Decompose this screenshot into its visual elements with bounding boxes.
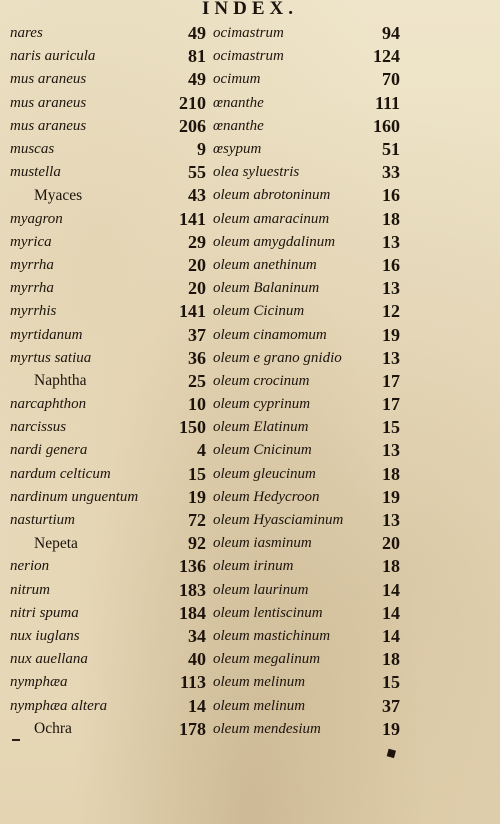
index-entry xyxy=(213,370,400,393)
page-number: 92 xyxy=(188,533,206,554)
page-number: 206 xyxy=(179,115,206,136)
index-term: myrica xyxy=(10,233,52,250)
page-number: 124 xyxy=(373,46,400,67)
index-entry xyxy=(213,463,400,486)
index-term: oleum Hyasciaminum xyxy=(213,512,344,529)
index-entry xyxy=(213,254,400,277)
index-term: nares xyxy=(10,25,43,42)
index-term: oleum melinum xyxy=(213,674,306,691)
index-entry xyxy=(213,231,400,254)
index-entry xyxy=(213,416,400,439)
index-entry xyxy=(213,486,400,509)
index-term: myrtidanum xyxy=(10,326,83,343)
page-header: INDEX. xyxy=(202,0,298,19)
index-entry xyxy=(10,579,206,602)
index-term: nasturtium xyxy=(10,512,76,529)
index-entry xyxy=(213,138,400,161)
page-number: 40 xyxy=(188,649,206,670)
index-term: Myaces xyxy=(34,186,83,204)
index-entry xyxy=(213,393,400,416)
index-term: Naphtha xyxy=(34,372,87,390)
page-number: 19 xyxy=(382,718,400,739)
index-term: oleum e grano gnidio xyxy=(213,349,342,366)
page-number: 19 xyxy=(382,486,400,507)
index-term: Nepeta xyxy=(34,534,78,552)
page-number: 111 xyxy=(374,92,400,113)
index-term: myrrha xyxy=(10,256,54,273)
index-entry xyxy=(10,625,206,648)
ink-mark: ◆ xyxy=(382,744,400,763)
index-term: oleum Balaninum xyxy=(213,280,320,297)
index-entry xyxy=(10,347,206,370)
index-entry xyxy=(10,694,206,717)
page-number: 49 xyxy=(188,69,206,90)
index-entry xyxy=(10,718,206,741)
index-term: narcissus xyxy=(10,419,67,436)
index-term: nymphæa altera xyxy=(10,697,108,714)
index-entry xyxy=(213,115,400,138)
page-number: 184 xyxy=(179,602,206,623)
index-entry xyxy=(213,277,400,300)
page-number: 113 xyxy=(179,672,206,693)
index-entry xyxy=(213,208,400,231)
index-term: œnanthe xyxy=(213,117,264,134)
index-entry xyxy=(10,208,206,231)
index-term: naris auricula xyxy=(10,48,96,65)
page-number: 178 xyxy=(179,718,206,739)
page-number: 14 xyxy=(382,579,400,600)
margin-dash xyxy=(12,739,20,741)
page-number: 55 xyxy=(188,162,206,183)
index-entry xyxy=(213,625,400,648)
page-number: 9 xyxy=(197,139,206,160)
index-term: oleum lentiscinum xyxy=(213,604,323,621)
page-number: 13 xyxy=(382,440,400,461)
page-number: 17 xyxy=(382,370,400,391)
page-number: 33 xyxy=(382,162,400,183)
index-term: nux auellana xyxy=(10,651,88,668)
index-term: nardum celticum xyxy=(10,465,111,482)
index-term: oleum cinamomum xyxy=(213,326,327,343)
index-term: ocimum xyxy=(213,71,261,88)
index-entry xyxy=(10,370,206,393)
page-number: 81 xyxy=(188,46,206,67)
index-entry xyxy=(213,22,400,45)
index-term: nitri spuma xyxy=(10,604,79,621)
page-number: 16 xyxy=(382,185,400,206)
index-entry xyxy=(10,277,206,300)
index-term: olea syluestris xyxy=(213,164,300,181)
index-term: myrtus satiua xyxy=(10,349,92,366)
index-entry xyxy=(213,509,400,532)
page-number: 4 xyxy=(197,440,206,461)
index-entry xyxy=(213,323,400,346)
index-term: oleum Cicinum xyxy=(213,303,305,320)
index-term: oleum Cnicinum xyxy=(213,442,312,459)
index-column-right xyxy=(213,22,400,741)
index-term: œnanthe xyxy=(213,94,264,111)
index-entry xyxy=(10,22,206,45)
index-term: oleum amygdalinum xyxy=(213,233,336,250)
index-entry xyxy=(10,439,206,462)
index-term: oleum anethinum xyxy=(213,256,317,273)
index-entry xyxy=(10,463,206,486)
page-number: 72 xyxy=(188,510,206,531)
index-entry xyxy=(10,45,206,68)
page-number: 18 xyxy=(382,556,400,577)
index-entry xyxy=(213,161,400,184)
index-entry xyxy=(10,115,206,138)
index-entry xyxy=(213,718,400,741)
index-term: œsypum xyxy=(213,141,262,158)
index-term: ocimastrum xyxy=(213,48,284,65)
index-entry xyxy=(213,347,400,370)
page-number: 15 xyxy=(382,417,400,438)
page-number: 14 xyxy=(188,695,206,716)
page-number: 14 xyxy=(382,602,400,623)
index-term: oleum cyprinum xyxy=(213,396,311,413)
index-term: nardi genera xyxy=(10,442,88,459)
index-entry xyxy=(10,300,206,323)
page-number: 19 xyxy=(382,324,400,345)
index-entry xyxy=(10,486,206,509)
index-entry xyxy=(213,602,400,625)
page-number: 51 xyxy=(382,139,400,160)
index-entry xyxy=(213,184,400,207)
index-term: nitrum xyxy=(10,581,51,598)
index-entry xyxy=(10,393,206,416)
index-entry xyxy=(10,184,206,207)
page-number: 37 xyxy=(188,324,206,345)
page-number: 150 xyxy=(179,417,206,438)
index-term: oleum mastichinum xyxy=(213,627,331,644)
page-number: 34 xyxy=(188,625,206,646)
index-term: mus araneus xyxy=(10,94,87,111)
index-entry xyxy=(10,555,206,578)
page-number: 17 xyxy=(382,394,400,415)
index-term: nerion xyxy=(10,558,50,575)
index-term: mus araneus xyxy=(10,117,87,134)
index-entry xyxy=(213,579,400,602)
index-entry xyxy=(10,68,206,91)
index-entry xyxy=(213,648,400,671)
page-number: 20 xyxy=(188,278,206,299)
index-entry xyxy=(213,671,400,694)
index-entry xyxy=(213,300,400,323)
page-number: 18 xyxy=(382,649,400,670)
index-term: oleum crocinum xyxy=(213,372,310,389)
page-number: 20 xyxy=(382,533,400,554)
index-term: Ochra xyxy=(34,720,72,738)
page-number: 160 xyxy=(373,115,400,136)
page-number: 14 xyxy=(382,625,400,646)
page-number: 20 xyxy=(188,254,206,275)
index-entry xyxy=(10,416,206,439)
page-number: 49 xyxy=(188,23,206,44)
index-term: myrrha xyxy=(10,280,54,297)
index-term: ocimastrum xyxy=(213,25,284,42)
index-entry xyxy=(10,323,206,346)
index-entry xyxy=(10,138,206,161)
index-entry xyxy=(10,254,206,277)
index-term: oleum irinum xyxy=(213,558,294,575)
index-entry xyxy=(10,671,206,694)
page-number: 36 xyxy=(188,347,206,368)
index-term: myagron xyxy=(10,210,63,227)
page-number: 13 xyxy=(382,278,400,299)
page-number: 15 xyxy=(188,463,206,484)
index-entry xyxy=(10,161,206,184)
page-number: 13 xyxy=(382,231,400,252)
index-term: oleum Hedycroon xyxy=(213,488,320,505)
page-number: 94 xyxy=(382,23,400,44)
index-term: mus araneus xyxy=(10,71,87,88)
index-term: oleum melinum xyxy=(213,697,306,714)
index-entry xyxy=(10,92,206,115)
index-entry xyxy=(213,694,400,717)
page-number: 12 xyxy=(382,301,400,322)
page-number: 16 xyxy=(382,254,400,275)
index-entry xyxy=(213,555,400,578)
index-term: oleum megalinum xyxy=(213,651,321,668)
page-number: 43 xyxy=(188,185,206,206)
index-entry xyxy=(10,231,206,254)
page-number: 141 xyxy=(179,301,206,322)
index-entry xyxy=(10,509,206,532)
page-number: 18 xyxy=(382,463,400,484)
page-number: 29 xyxy=(188,231,206,252)
index-term: nymphæa xyxy=(10,674,68,691)
page-number: 210 xyxy=(179,92,206,113)
page-number: 70 xyxy=(382,69,400,90)
index-entry xyxy=(10,648,206,671)
page-number: 13 xyxy=(382,510,400,531)
page-number: 10 xyxy=(188,394,206,415)
index-entry xyxy=(10,532,206,555)
index-entry xyxy=(10,602,206,625)
page-number: 25 xyxy=(188,370,206,391)
page-number: 136 xyxy=(179,556,206,577)
index-term: oleum Elatinum xyxy=(213,419,309,436)
index-column-left xyxy=(10,22,206,741)
index-term: myrrhis xyxy=(10,303,57,320)
index-entry xyxy=(213,92,400,115)
index-term: muscas xyxy=(10,141,55,158)
index-entry xyxy=(213,532,400,555)
page-number: 19 xyxy=(188,486,206,507)
page-number: 18 xyxy=(382,208,400,229)
index-term: mustella xyxy=(10,164,61,181)
index-term: nardinum unguentum xyxy=(10,488,139,505)
index-entry xyxy=(213,439,400,462)
index-entry xyxy=(213,68,400,91)
page-number: 37 xyxy=(382,695,400,716)
index-entry xyxy=(213,45,400,68)
index-term: oleum mendesium xyxy=(213,720,321,737)
index-term: oleum amaracinum xyxy=(213,210,330,227)
index-term: oleum iasminum xyxy=(213,535,312,552)
page-number: 141 xyxy=(179,208,206,229)
index-term: oleum laurinum xyxy=(213,581,309,598)
page-number: 15 xyxy=(382,672,400,693)
index-term: narcaphthon xyxy=(10,396,87,413)
index-term: nux iuglans xyxy=(10,627,80,644)
index-term: oleum abrotoninum xyxy=(213,187,331,204)
index-term: oleum gleucinum xyxy=(213,465,316,482)
page-number: 13 xyxy=(382,347,400,368)
page-number: 183 xyxy=(179,579,206,600)
